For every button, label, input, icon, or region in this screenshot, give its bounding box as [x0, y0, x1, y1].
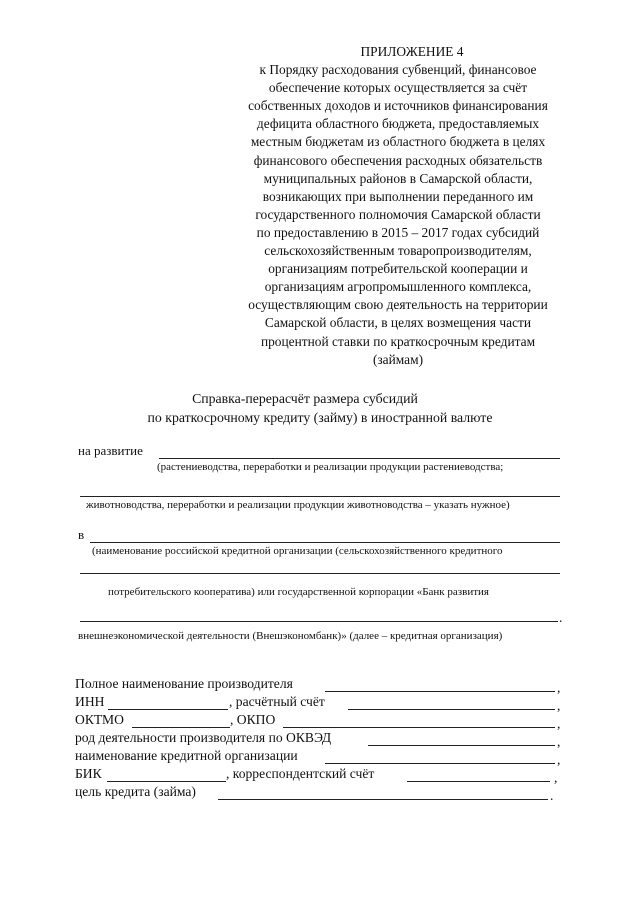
loan-purpose-label: цель кредита (займа) [75, 784, 196, 799]
document-title-line2: по краткосрочному кредиту (займу) в иностранной валюте [147, 410, 493, 425]
inn-label: ИНН [75, 694, 105, 709]
inn-field[interactable] [108, 709, 228, 710]
comma-mark: . [559, 610, 563, 625]
comma-mark: , [557, 716, 561, 731]
period-mark: . [550, 788, 554, 803]
appendix-line: Самарской области, в целях возмещения части [264, 315, 532, 331]
appendix-line: возникающих при выполнении переданного им [262, 188, 534, 204]
appendix-line: (займам) [372, 351, 424, 367]
comma-mark: , [557, 752, 561, 767]
development-field-line[interactable] [159, 458, 560, 459]
caption-veb: внешнеэкономической деятельности (Внешэкономбанк)» (далее – кредитная организация) [78, 630, 503, 642]
bank-field-line-2[interactable] [80, 573, 560, 574]
bank-field-line[interactable] [90, 542, 560, 543]
loan-purpose-field[interactable] [218, 799, 548, 800]
appendix-line: к Порядку расходования субвенций, финансовое [259, 62, 537, 78]
okpo-field[interactable] [283, 727, 555, 728]
appendix-line: муниципальных районов в Самарской области, [263, 170, 533, 186]
caption-livestock: животноводства, переработки и реализации продукции животноводства – указать нужное) [86, 499, 510, 511]
appendix-line: осуществляющим свою деятельность на территории [248, 297, 548, 313]
comma-mark: , [557, 680, 561, 695]
development-field-line-2[interactable] [80, 496, 560, 497]
oktmo-label: ОКТМО [75, 712, 124, 727]
bank-name-label: наименование кредитной организации [75, 748, 298, 763]
appendix-line: организациям потребительской кооперации и [268, 261, 528, 277]
account-field[interactable] [348, 709, 555, 710]
document-title-line1: Справка-перерасчёт размера субсидий [192, 391, 418, 406]
producer-name-label: Полное наименование производителя [75, 676, 293, 691]
appendix-line: дефицита областного бюджета, предоставляемых [256, 116, 540, 132]
bank-name-field[interactable] [325, 763, 555, 764]
appendix-line: местным бюджетам из областного бюджета в целях [250, 134, 546, 150]
appendix-line: организациям агропромышленного комплекса, [264, 279, 532, 295]
okpo-label: , ОКПО [230, 712, 276, 727]
caption-bank-name: (наименование российской кредитной организации (сельскохозяйственного кредитного [92, 545, 503, 557]
okved-field[interactable] [368, 745, 555, 746]
bik-field[interactable] [107, 781, 226, 782]
comma-mark: , [557, 698, 561, 713]
development-label: на развитие [78, 443, 143, 458]
corr-account-field[interactable] [407, 781, 550, 782]
appendix-line: по предоставлению в 2015 – 2017 годах субсидий [256, 224, 540, 240]
document-title [0, 389, 640, 427]
appendix-header [220, 43, 576, 369]
oktmo-field[interactable] [132, 727, 230, 728]
appendix-line: государственного полномочия Самарской области [255, 206, 541, 222]
appendix-line: финансового обеспечения расходных обязательств [253, 152, 543, 168]
caption-cooperative: потребительского кооператива) или государственной корпорации «Банк развития [108, 586, 489, 598]
bik-label: БИК [75, 766, 102, 781]
appendix-line: процентной ставки по краткосрочным кредитам [260, 333, 536, 349]
appendix-line: обеспечение которых осуществляется за счёт [268, 80, 528, 96]
caption-crop-production: (растениеводства, переработки и реализации продукции растениеводства; [157, 461, 504, 473]
producer-name-field[interactable] [325, 691, 555, 692]
account-label: , расчётный счёт [229, 694, 325, 709]
corr-account-label: , корреспондентский счёт [226, 766, 375, 781]
bank-in-label: в [78, 527, 85, 542]
appendix-line: собственных доходов и источников финансирования [248, 98, 548, 114]
comma-mark: , [557, 734, 561, 749]
bank-field-line-3[interactable] [80, 621, 558, 622]
appendix-title: ПРИЛОЖЕНИЕ 4 [360, 44, 464, 59]
okved-label: род деятельности производителя по ОКВЭД [75, 730, 332, 745]
appendix-line: сельскохозяйственным товаропроизводителям, [264, 243, 532, 259]
comma-mark: , [554, 770, 558, 785]
